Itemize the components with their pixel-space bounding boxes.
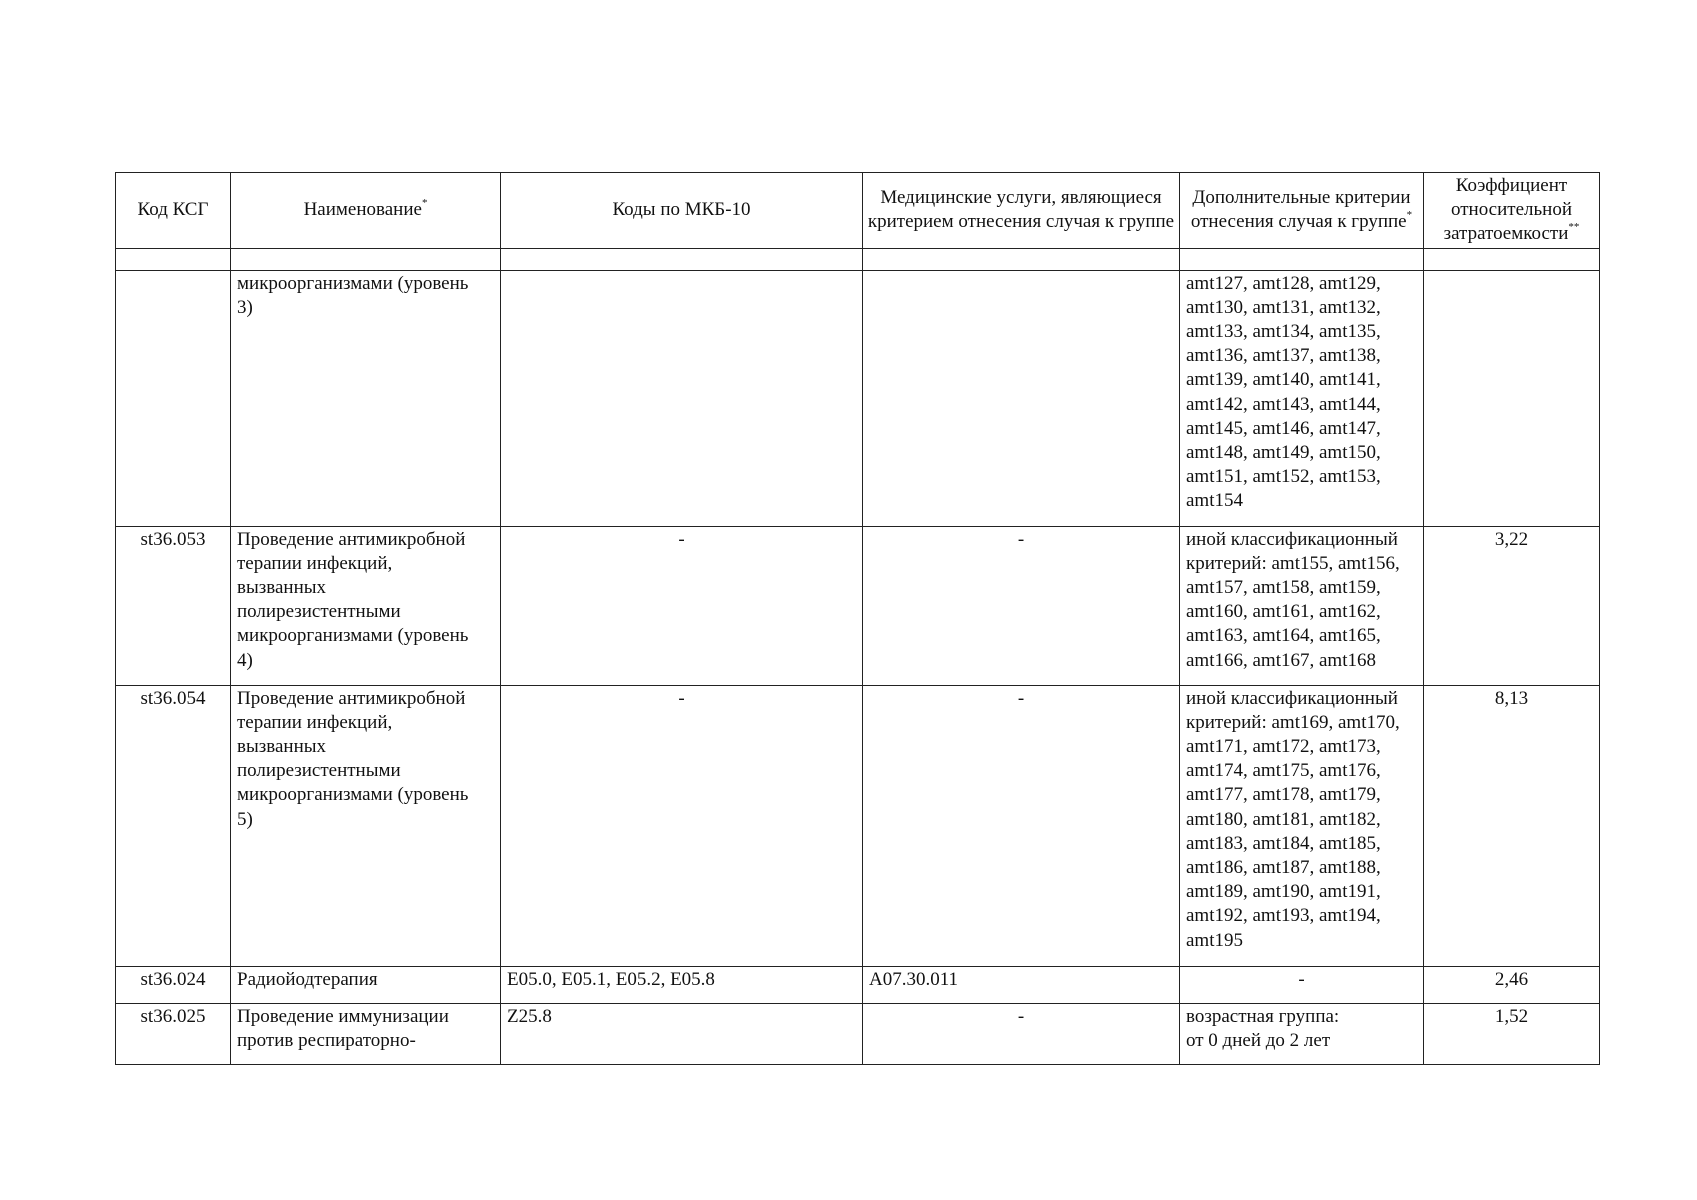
cell-code: st36.024 [116,966,231,1003]
cell-name: Проведение антимикробной терапии инфекций, вызванных полирезистентными микроорганизмами (уровень 4) [231,526,501,685]
cell-code: st36.053 [116,526,231,685]
cell-mkb: - [501,526,863,685]
table-row [116,685,1600,966]
spacer-cell [1180,248,1424,270]
footnote-mark: ** [1568,221,1580,234]
header-coef: Коэффициент относительной затратоемкости** [1424,173,1600,249]
cell-mkb: - [501,685,863,966]
cell-criteria: amt127, amt128, amt129, amt130, amt131, amt132, amt133, amt134, amt135, amt136, amt137, amt138, amt139, amt140, amt141, amt142, amt143, amt144, amt145, amt146, amt147, amt148, amt149, amt150, amt151, amt152, amt153, amt154 [1180,270,1424,526]
cell-coef: 3,22 [1424,526,1600,685]
cell-code [116,270,231,526]
cell-criteria: - [1180,966,1424,1003]
cell-name: Проведение антимикробной терапии инфекций, вызванных полирезистентными микроорганизмами (уровень 5) [231,685,501,966]
cell-services: A07.30.011 [863,966,1180,1003]
cell-coef: 8,13 [1424,685,1600,966]
header-mkb: Коды по МКБ-10 [501,173,863,249]
cell-name: Проведение иммунизации против респираторно- [231,1003,501,1064]
header-code: Код КСГ [116,173,231,249]
table-row [116,966,1600,1003]
cell-coef: 2,46 [1424,966,1600,1003]
header-criteria: Дополнительные критерии отнесения случая к группе* [1180,173,1424,249]
cell-criteria: иной классификационный критерий: amt155, amt156, amt157, amt158, amt159, amt160, amt161, amt162, amt163, amt164, amt165, amt166, amt167, amt168 [1180,526,1424,685]
table-row [116,1003,1600,1064]
cell-coef [1424,270,1600,526]
cell-name: микроорганизмами (уровень 3) [231,270,501,526]
cell-services: - [863,526,1180,685]
ksg-table [115,172,1600,1065]
header-spacer-row [116,248,1600,270]
table-header-row [116,173,1600,249]
cell-services: - [863,685,1180,966]
spacer-cell [231,248,501,270]
spacer-cell [863,248,1180,270]
cell-mkb: Z25.8 [501,1003,863,1064]
spacer-cell [1424,248,1600,270]
cell-coef: 1,52 [1424,1003,1600,1064]
cell-services [863,270,1180,526]
cell-criteria: возрастная группа: от 0 дней до 2 лет [1180,1003,1424,1064]
cell-services: - [863,1003,1180,1064]
spacer-cell [116,248,231,270]
cell-code: st36.054 [116,685,231,966]
cell-code: st36.025 [116,1003,231,1064]
header-name: Наименование* [231,173,501,249]
cell-mkb: E05.0, E05.1, E05.2, E05.8 [501,966,863,1003]
cell-mkb [501,270,863,526]
footnote-mark: * [421,196,428,209]
footnote-mark: * [1406,208,1413,221]
cell-name: Радиойодтерапия [231,966,501,1003]
spacer-cell [501,248,863,270]
cell-criteria: иной классификационный критерий: amt169, amt170, amt171, amt172, amt173, amt174, amt175, amt176, amt177, amt178, amt179, amt180, amt181, amt182, amt183, amt184, amt185, amt186, amt187, amt188, amt189, amt190, amt191, amt192, amt193, amt194, amt195 [1180,685,1424,966]
header-services: Медицинские услуги, являющиеся критерием отнесения случая к группе [863,173,1180,249]
table-row [116,526,1600,685]
table-row [116,270,1600,526]
